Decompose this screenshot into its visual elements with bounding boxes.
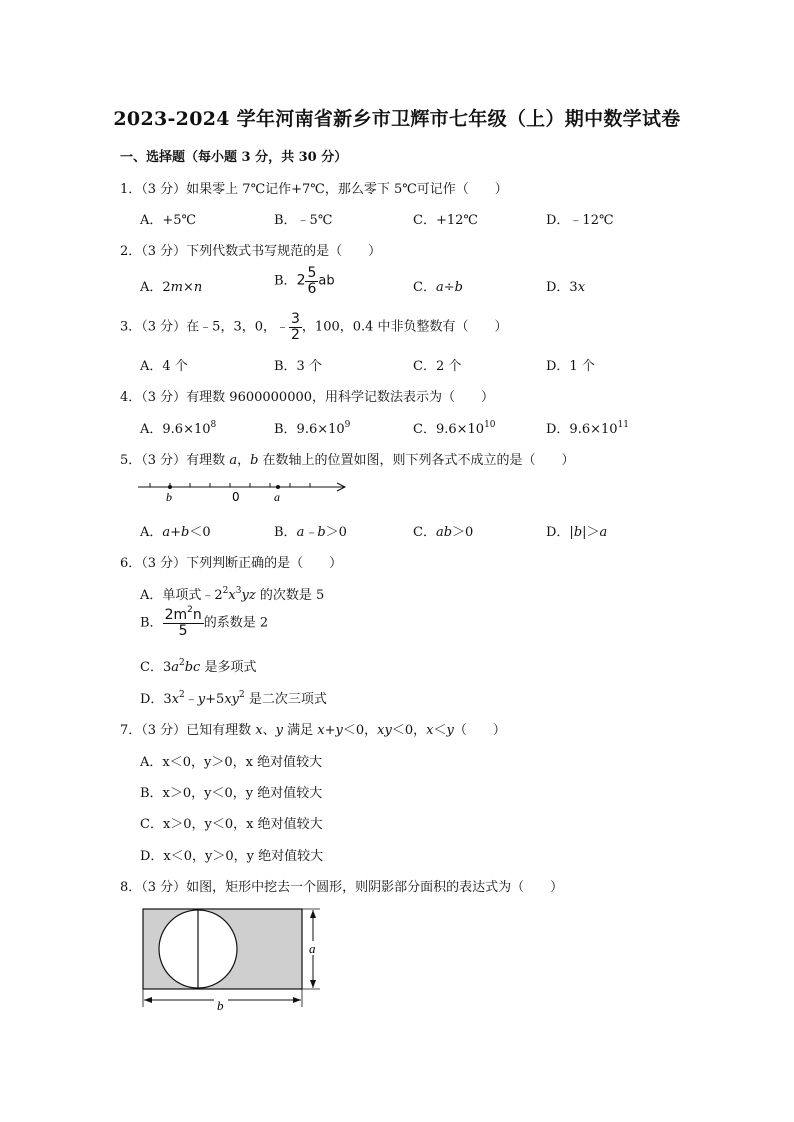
exponent: 2 <box>222 585 229 596</box>
option-text: A．单项式﹣2 <box>140 588 223 603</box>
question-1-option-b: B．﹣5℃ <box>274 213 333 228</box>
exponent: 2 <box>239 689 245 700</box>
variable: x <box>228 588 236 603</box>
expression: x+y <box>317 723 343 738</box>
numerator-coeff: 2m <box>164 607 188 623</box>
fraction <box>305 266 318 296</box>
variable: x <box>255 723 263 738</box>
question-4-option-a <box>140 418 216 437</box>
dimension-label-a: a <box>309 941 316 956</box>
question-2-option-b <box>274 266 335 296</box>
question-6-stem: 6．（3 分）下列判断正确的是（ ） <box>120 556 343 571</box>
question-3-stem <box>120 312 508 342</box>
question-6-option-c <box>140 656 256 675</box>
option-text: D．3 <box>140 692 172 707</box>
operator: +5 <box>205 692 225 707</box>
question-5-option-b <box>274 521 347 540</box>
page-title: 2023-2024 学年河南省新乡市卫辉市七年级（上）期中数学试卷 <box>113 108 681 130</box>
dimension-label-b: b <box>217 998 224 1013</box>
option-prefix: A．2 <box>140 280 171 295</box>
expression: a+b <box>162 525 190 540</box>
stem-text: ， <box>237 453 251 468</box>
option-text: 的系数是 2 <box>203 615 269 631</box>
option-prefix: D．| <box>546 525 574 540</box>
exponent: 3 <box>235 585 242 596</box>
question-5-stem <box>120 449 575 468</box>
option-prefix: D．3 <box>546 280 578 295</box>
variable: xy <box>224 692 240 707</box>
arrow-left <box>144 997 152 1003</box>
operator: ÷ <box>443 280 455 295</box>
question-3-option-c: C．2 个 <box>413 359 462 374</box>
relation: ＞0 <box>325 525 347 540</box>
relation: ＜ <box>433 723 447 738</box>
variable: a <box>229 453 238 468</box>
question-7-stem <box>120 719 506 738</box>
question-5-option-c <box>413 521 473 540</box>
variable: m <box>170 280 183 295</box>
variable: y <box>446 723 454 738</box>
exponent: 11 <box>617 419 629 430</box>
question-3-option-a: A．4 个 <box>140 359 188 374</box>
question-6-option-b <box>140 605 269 639</box>
option-prefix: A． <box>140 525 163 540</box>
option-base: C．9.6×10 <box>413 422 485 437</box>
arrow-right <box>293 997 301 1003</box>
variable: y <box>275 723 284 738</box>
variable: x <box>426 723 434 738</box>
option-text: 是多项式 <box>200 660 257 675</box>
option-base: A．9.6×10 <box>140 422 211 437</box>
exponent: 8 <box>210 419 217 430</box>
question-7-option-d: D．x＜0，y＞0，y 绝对值较大 <box>140 849 324 864</box>
stem-text: 5．（3 分）有理数 <box>120 453 230 468</box>
option-prefix: C． <box>413 280 436 295</box>
variable: n <box>193 280 203 295</box>
number-line-figure <box>136 476 352 506</box>
variable: y <box>197 692 206 707</box>
question-5-option-a <box>140 521 211 540</box>
stem-text: （ ） <box>453 723 506 738</box>
question-2-option-a <box>140 276 202 295</box>
stem-text: 3．（3 分）在﹣5，3，0，﹣ <box>120 319 289 335</box>
arrow-down <box>310 980 316 988</box>
fraction <box>163 605 204 639</box>
exponent: 9 <box>344 419 351 430</box>
relation: |＞ <box>582 525 600 540</box>
mixed-whole: 2 <box>296 272 306 289</box>
variable: b <box>250 453 259 468</box>
question-8-stem: 8．（3 分）如图，矩形中挖去一个圆形，则阴影部分面积的表达式为（ ） <box>120 880 564 895</box>
point-b <box>168 485 172 489</box>
question-2-stem: 2．（3 分）下列代数式书写规范的是（ ） <box>120 244 382 259</box>
stem-text: 7．（3 分）已知有理数 <box>120 723 256 738</box>
question-2-option-c <box>413 276 463 295</box>
option-base: B．9.6×10 <box>274 422 345 437</box>
option-text: 是二次三项式 <box>244 692 327 707</box>
option-prefix: B． <box>274 525 297 540</box>
fraction-numerator: 3 <box>291 311 300 327</box>
question-5-option-d <box>546 521 607 540</box>
axis-label-a: a <box>274 490 280 504</box>
operator: × <box>183 280 194 295</box>
numerator-var: n <box>192 607 202 623</box>
question-1-option-c: C．+12℃ <box>413 213 478 228</box>
variable: b <box>573 525 583 540</box>
relation: ＜0 <box>189 525 211 540</box>
fraction-denominator: 6 <box>307 280 317 297</box>
arrow-up <box>310 910 316 918</box>
exponent: 2 <box>178 657 185 668</box>
relation: ＜0， <box>391 723 427 738</box>
relation: ＜0， <box>342 723 378 738</box>
section-heading: 一、选择题（每小题 3 分，共 30 分） <box>120 150 348 165</box>
question-4-option-d <box>546 418 629 437</box>
exponent: 10 <box>484 419 496 430</box>
axis-label-zero: 0 <box>232 490 240 504</box>
variable: x <box>577 280 586 295</box>
question-6-option-a <box>140 584 324 603</box>
exponent: 2 <box>179 689 185 700</box>
rectangle-circle-figure <box>136 904 326 1016</box>
option-prefix: B． <box>140 615 163 631</box>
question-4-option-c <box>413 418 496 437</box>
option-text: 的次数是 5 <box>255 588 325 603</box>
axis-label-b: b <box>166 490 172 504</box>
stem-text: 满足 <box>283 723 318 738</box>
question-1-option-d: D．﹣12℃ <box>546 213 614 228</box>
variable: a <box>435 280 444 295</box>
option-base: D．9.6×10 <box>546 422 618 437</box>
question-2-option-d <box>546 276 585 295</box>
fraction-numerator <box>163 605 204 624</box>
operator: ﹣ <box>184 692 198 707</box>
option-prefix: C． <box>413 525 436 540</box>
relation: ＞0 <box>452 525 474 540</box>
exponent: 2 <box>187 605 193 616</box>
option-prefix: B． <box>274 273 297 289</box>
question-7-option-c: C．x＞0，y＜0，x 绝对值较大 <box>140 817 323 832</box>
fraction-denominator: 5 <box>178 622 188 639</box>
fraction-denominator: 2 <box>291 326 300 343</box>
axis-ticks <box>150 483 310 487</box>
question-3-option-b: B．3 个 <box>274 359 322 374</box>
stem-text: ，100，0.4 中非负整数有（ ） <box>301 319 508 335</box>
stem-text: 在数轴上的位置如图，则下列各式不成立的是（ ） <box>258 453 575 468</box>
expression: a﹣b <box>296 525 326 540</box>
question-4-option-b <box>274 418 350 437</box>
question-4-stem: 4．（3 分）有理数 9600000000，用科学记数法表示为（ ） <box>120 390 495 405</box>
term-ab: ab <box>318 273 335 289</box>
fraction <box>289 312 302 342</box>
variable: yz <box>241 588 256 603</box>
point-a <box>276 485 280 489</box>
question-3-option-d: D．1 个 <box>546 359 595 374</box>
variable: a <box>599 525 608 540</box>
variable: b <box>454 280 463 295</box>
variable: bc <box>184 660 201 675</box>
question-1-stem: 1．（3 分）如果零上 7℃记作+7℃，那么零下 5℃可记作（ ） <box>120 182 508 197</box>
question-6-option-d <box>140 688 327 707</box>
fraction-numerator: 5 <box>307 265 317 281</box>
question-1-option-a: A．+5℃ <box>140 213 197 228</box>
variable: x <box>171 692 180 707</box>
expression: ab <box>435 525 453 540</box>
expression: xy <box>377 723 392 738</box>
stem-text: 、 <box>262 723 276 738</box>
question-7-option-b: B．x＞0，y＜0，y 绝对值较大 <box>140 786 323 801</box>
variable: a <box>171 660 179 675</box>
question-7-option-a: A．x＜0，y＞0，x 绝对值较大 <box>140 755 323 770</box>
option-text: C．3 <box>140 660 172 675</box>
